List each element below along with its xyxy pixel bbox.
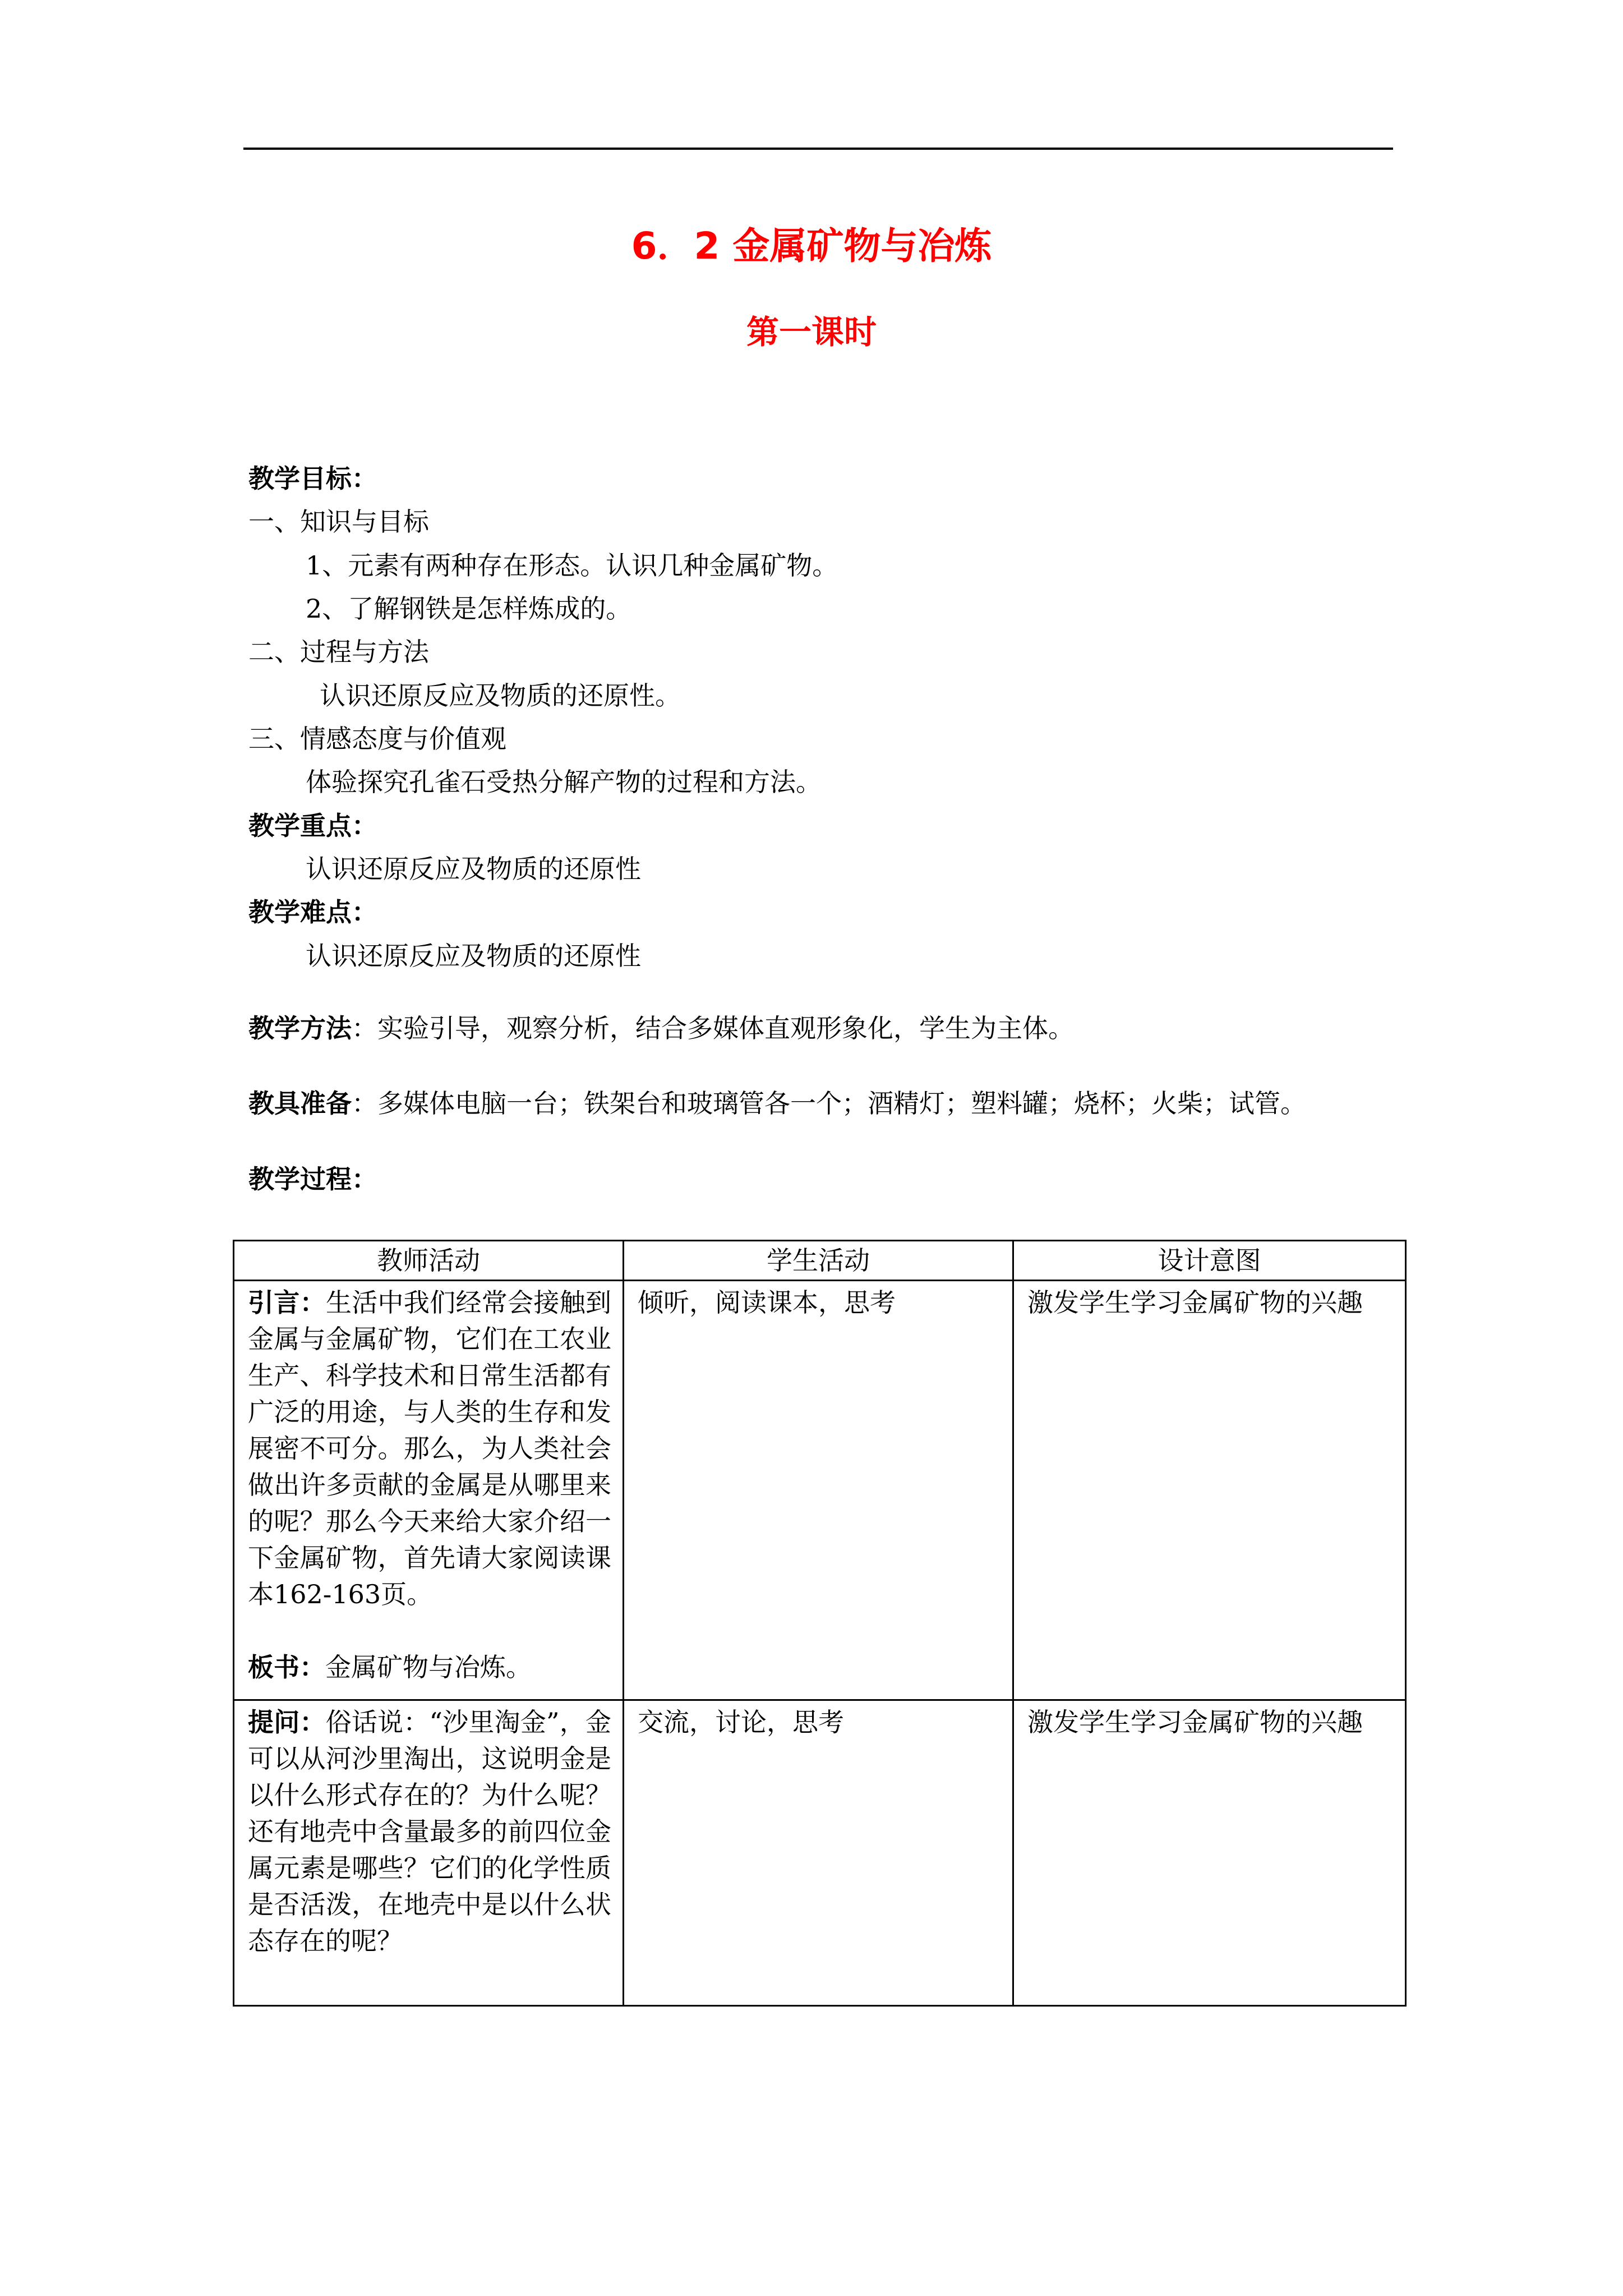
key-point-text: 认识还原反应及物质的还原性 (306, 854, 641, 884)
method-line (248, 1013, 1074, 1044)
materials-label: 教具准备 (248, 1088, 352, 1119)
header-rule (243, 148, 1393, 150)
header-student: 学生活动 (624, 1241, 1013, 1281)
intro-text: 生活中我们经常会接触到金属与金属矿物，它们在工农业生产、科学技术和日常生活都有广泛的用途，与人类的生存和发展密不可分。那么，为人类社会做出许多贡献的金属是从哪里来的呢？那么今天来给大家介绍一下金属矿物，首先请大家阅读课本162-163页。 (248, 1287, 612, 1609)
header-intent: 设计意图 (1013, 1241, 1406, 1281)
knowledge-item: 2、了解钢铁是怎样炼成的。 (306, 593, 632, 624)
teacher-activity (234, 1700, 624, 2006)
board-text: 金属矿物与冶炼。 (325, 1652, 532, 1682)
knowledge-heading: 一、知识与目标 (248, 507, 429, 537)
materials-line (248, 1088, 1306, 1119)
intro-label: 引言： (248, 1287, 326, 1318)
teacher-activity (234, 1281, 624, 1700)
method-text: ：实验引导，观察分析，结合多媒体直观形象化，学生为主体。 (352, 1013, 1074, 1043)
process-item: 认识还原反应及物质的还原性。 (320, 680, 681, 711)
board-label: 板书： (248, 1652, 325, 1682)
question-label: 提问： (248, 1707, 326, 1737)
difficulty-text: 认识还原反应及物质的还原性 (306, 941, 641, 971)
student-activity: 交流，讨论，思考 (624, 1700, 1013, 2006)
objectives-label: 教学目标： (248, 463, 377, 494)
page-title: 6．2 金属矿物与冶炼 (631, 224, 992, 268)
design-intent: 激发学生学习金属矿物的兴趣 (1013, 1281, 1406, 1700)
method-label: 教学方法 (248, 1013, 352, 1043)
table-row (234, 1281, 1406, 1700)
question-text: 俗话说：“沙里淘金”，金可以从河沙里淘出，这说明金是以什么形式存在的？为什么呢？还有地壳中含量最多的前四位金属元素是哪些？它们的化学性质是否活泼，在地壳中是以什么状态存在的呢？ (248, 1707, 611, 1956)
key-point-label: 教学重点： (248, 811, 377, 841)
emotion-heading: 三、情感态度与价值观 (248, 724, 506, 754)
materials-text: ：多媒体电脑一台；铁架台和玻璃管各一个；酒精灯；塑料罐；烧杯；火柴；试管。 (352, 1088, 1306, 1119)
table-row (234, 1700, 1406, 2006)
student-activity: 倾听，阅读课本，思考 (624, 1281, 1013, 1700)
procedure-label: 教学过程： (248, 1164, 377, 1194)
process-heading: 二、过程与方法 (248, 637, 429, 667)
knowledge-item: 1、元素有两种存在形态。认识几种金属矿物。 (306, 550, 838, 581)
design-intent: 激发学生学习金属矿物的兴趣 (1013, 1700, 1406, 2006)
emotion-item: 体验探究孔雀石受热分解产物的过程和方法。 (306, 767, 822, 797)
header-teacher: 教师活动 (234, 1241, 624, 1281)
page-subtitle: 第一课时 (746, 313, 877, 351)
difficulty-label: 教学难点： (248, 897, 377, 927)
table-header-row (234, 1241, 1406, 1281)
procedure-table (233, 1240, 1407, 2007)
